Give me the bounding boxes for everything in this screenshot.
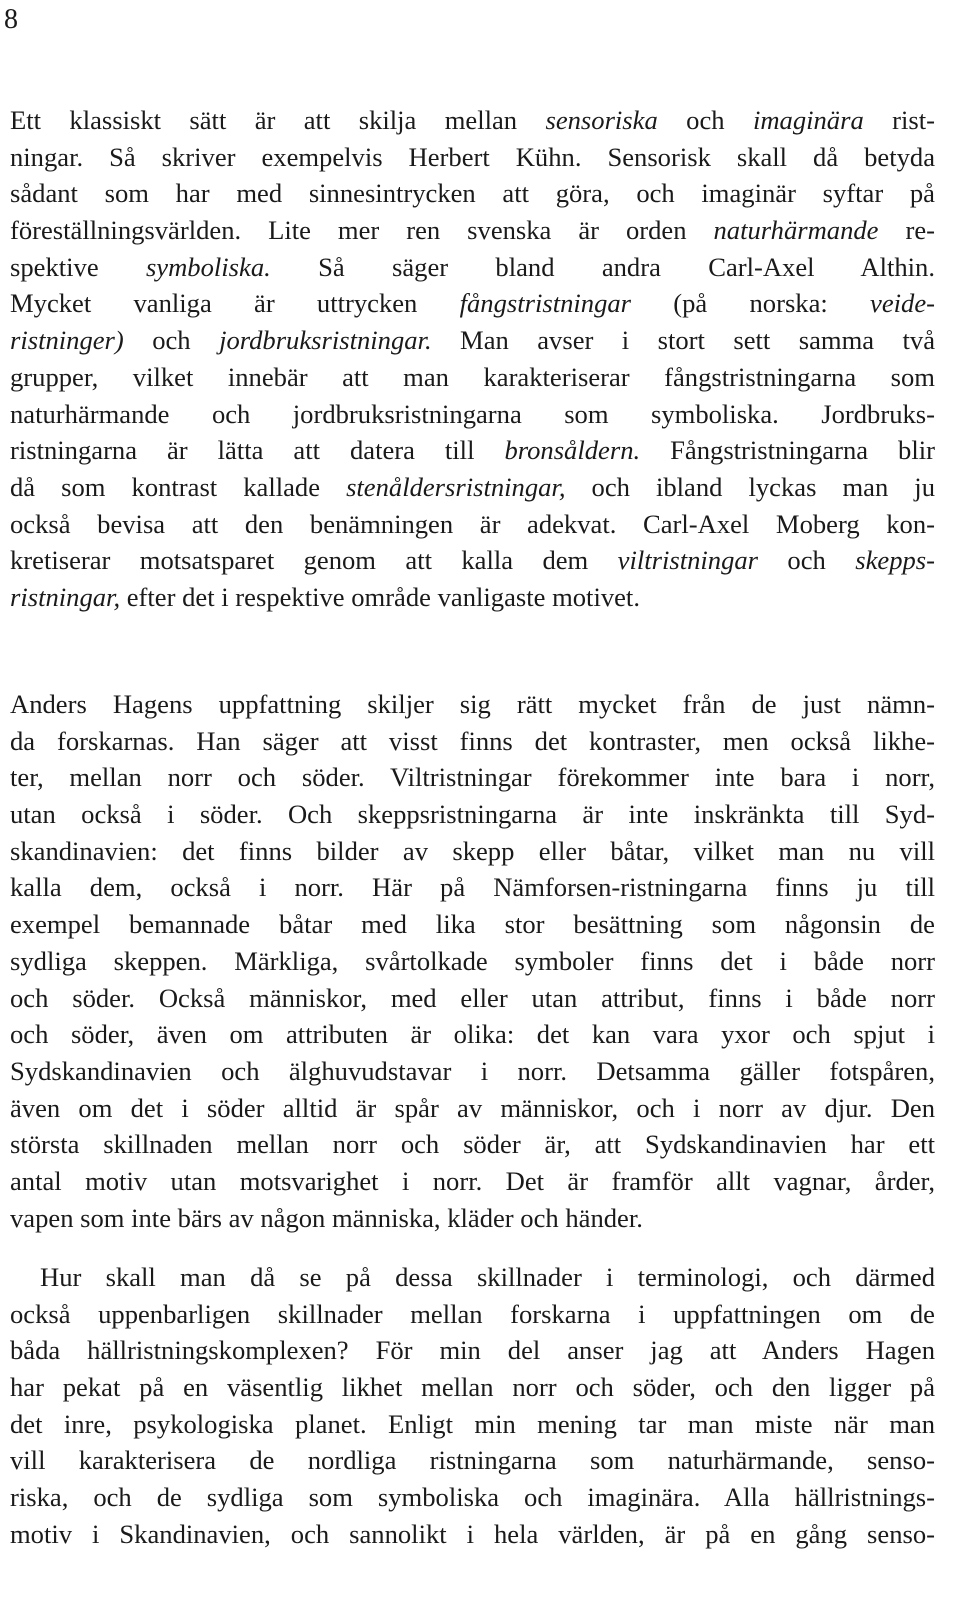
italic-text-run: ristninger) <box>10 325 124 356</box>
text-run: Sydskandinavien och älghuvudstavar i norr. Detsamma gäller fotspåren, <box>10 1055 935 1086</box>
italic-text-run: bronsåldern. <box>504 435 641 466</box>
text-line <box>10 579 935 616</box>
text-run: exempel bemannade båtar med lika stor besättning som någonsin de <box>10 909 935 940</box>
paragraph-3 <box>10 1259 935 1553</box>
text-run: och ibland lyckas man ju <box>565 471 935 502</box>
text-line <box>10 1259 935 1296</box>
italic-text-run: fångstristningar <box>459 288 632 319</box>
text-line <box>10 686 935 723</box>
text-run: också bevisa att den benämningen är adekvat. Carl-Axel Moberg kon- <box>10 508 935 539</box>
text-line <box>10 285 935 322</box>
text-line <box>10 943 935 980</box>
text-line <box>10 249 935 286</box>
italic-text-run: sensoriska <box>545 105 658 135</box>
text-run: rist- <box>863 105 935 135</box>
text-line <box>10 506 935 543</box>
text-line <box>10 322 935 359</box>
text-run: kalla dem, också i norr. Här på Nämforsen-ristningarna finns ju till <box>10 872 935 903</box>
text-line <box>10 359 935 396</box>
text-run: vill karakterisera de nordliga ristningarna som naturhärmande, senso- <box>10 1445 935 1476</box>
italic-text-run: veide- <box>870 288 935 319</box>
text-run: och <box>123 325 220 356</box>
text-run: båda hällristningskomplexen? För min del anser jag att Anders Hagen <box>10 1335 935 1366</box>
text-run: Fångstristningarna blir <box>640 435 935 466</box>
text-run: da forskarnas. Han säger att visst finns det kontraster, men också likhe- <box>10 725 935 756</box>
text-run: även om det i söder alltid är spår av människor, och i norr av djur. Den <box>10 1092 935 1123</box>
text-line <box>10 542 935 579</box>
text-line <box>10 1442 935 1479</box>
text-line <box>10 1516 935 1553</box>
text-run: och söder, även om attributen är olika: det kan vara yxor och spjut i <box>10 1019 935 1050</box>
italic-text-run: stenåldersristningar, <box>346 471 566 502</box>
text-line <box>10 212 935 249</box>
text-run: sådant som har med sinnesintrycken att göra, och imaginär syftar på <box>10 178 935 209</box>
italic-text-run: naturhärmande <box>713 215 879 246</box>
text-run: Anders Hagens uppfattning skiljer sig rätt mycket från de just nämn- <box>10 689 935 719</box>
text-run: har pekat på en väsentlig likhet mellan norr och söder, och den ligger på <box>10 1372 935 1403</box>
text-line <box>10 396 935 433</box>
text-line <box>10 139 935 176</box>
text-run: ningar. Så skriver exempelvis Herbert Kühn. Sensorisk skall då betyda <box>10 141 935 172</box>
text-run: föreställningsvärlden. Lite mer ren svenska är orden <box>10 215 714 246</box>
text-run: och söder. Också människor, med eller utan attribut, finns i både norr <box>10 982 935 1013</box>
text-line <box>10 1200 935 1237</box>
text-run: största skillnaden mellan norr och söder är, att Sydskandinavien har ett <box>10 1129 935 1160</box>
text-line <box>10 1479 935 1516</box>
paragraph-2 <box>10 686 935 1236</box>
text-line <box>10 796 935 833</box>
text-run: också uppenbarligen skillnader mellan forskarna i uppfattningen om de <box>10 1298 935 1329</box>
text-run: utan också i söder. Och skeppsristningarna är inte inskränkta till Syd- <box>10 799 935 830</box>
text-run: det inre, psykologiska planet. Enligt min mening tar man miste när man <box>10 1408 935 1439</box>
text-line <box>10 175 935 212</box>
text-line <box>10 1016 935 1053</box>
text-run: Man avser i stort sett samma två <box>431 325 935 356</box>
italic-text-run: skepps- <box>855 545 935 576</box>
text-run: vapen som inte bärs av någon människa, kläder och händer. <box>10 1202 643 1233</box>
text-run: efter det i respektive område vanligaste motivet. <box>120 581 640 612</box>
text-run: re- <box>878 215 935 246</box>
text-line <box>10 432 935 469</box>
text-line <box>10 980 935 1017</box>
text-run: och <box>758 545 856 576</box>
text-run: ristningarna är lätta att datera till <box>10 435 505 466</box>
text-line <box>10 1053 935 1090</box>
text-run: då som kontrast kallade <box>10 471 347 502</box>
text-line <box>10 723 935 760</box>
text-line <box>10 906 935 943</box>
italic-text-run: ristningar, <box>10 581 121 612</box>
text-line <box>10 1090 935 1127</box>
text-run: Hur skall man då se på dessa skillnader i terminologi, och därmed <box>40 1262 935 1292</box>
text-line <box>10 1332 935 1369</box>
text-line <box>10 1163 935 1200</box>
italic-text-run: viltristningar <box>617 545 759 576</box>
paragraph-1 <box>10 102 935 616</box>
text-line <box>10 1126 935 1163</box>
italic-text-run: symboliska. <box>145 251 271 282</box>
text-run: och <box>657 105 753 135</box>
text-run: grupper, vilket innebär att man karakteriserar fångstristningarna som <box>10 361 935 392</box>
text-run: Mycket vanliga är uttrycken <box>10 288 460 319</box>
text-run: Så säger bland andra Carl-Axel Althin. <box>270 251 936 282</box>
text-line <box>10 833 935 870</box>
text-line <box>10 1296 935 1333</box>
text-run: kretiserar motsatsparet genom att kalla dem <box>10 545 618 576</box>
text-line <box>10 759 935 796</box>
text-line <box>10 102 935 139</box>
italic-text-run: jordbruksristningar. <box>219 325 432 356</box>
italic-text-run: imaginära <box>752 105 864 135</box>
text-line <box>10 1406 935 1443</box>
text-line <box>10 469 935 506</box>
text-line <box>10 1369 935 1406</box>
text-run: ter, mellan norr och söder. Viltristningar förekommer inte bara i norr, <box>10 762 935 793</box>
text-run: (på norska: <box>631 288 871 319</box>
text-run: sydliga skeppen. Märkliga, svårtolkade symboler finns det i både norr <box>10 945 935 976</box>
text-line <box>10 869 935 906</box>
text-run: skandinavien: det finns bilder av skepp eller båtar, vilket man nu vill <box>10 835 935 866</box>
page-number: 8 <box>4 4 18 35</box>
text-run: antal motiv utan motsvarighet i norr. Det är framför allt vagnar, årder, <box>10 1165 935 1196</box>
text-run: naturhärmande och jordbruksristningarna som symboliska. Jordbruks- <box>10 398 935 429</box>
text-run: spektive <box>10 251 146 282</box>
text-run: motiv i Skandinavien, och sannolikt i hela världen, är på en gång senso- <box>10 1518 935 1549</box>
text-run: Ett klassiskt sätt är att skilja mellan <box>10 105 546 135</box>
text-run: riska, och de sydliga som symboliska och imaginära. Alla hällristnings- <box>10 1482 935 1513</box>
